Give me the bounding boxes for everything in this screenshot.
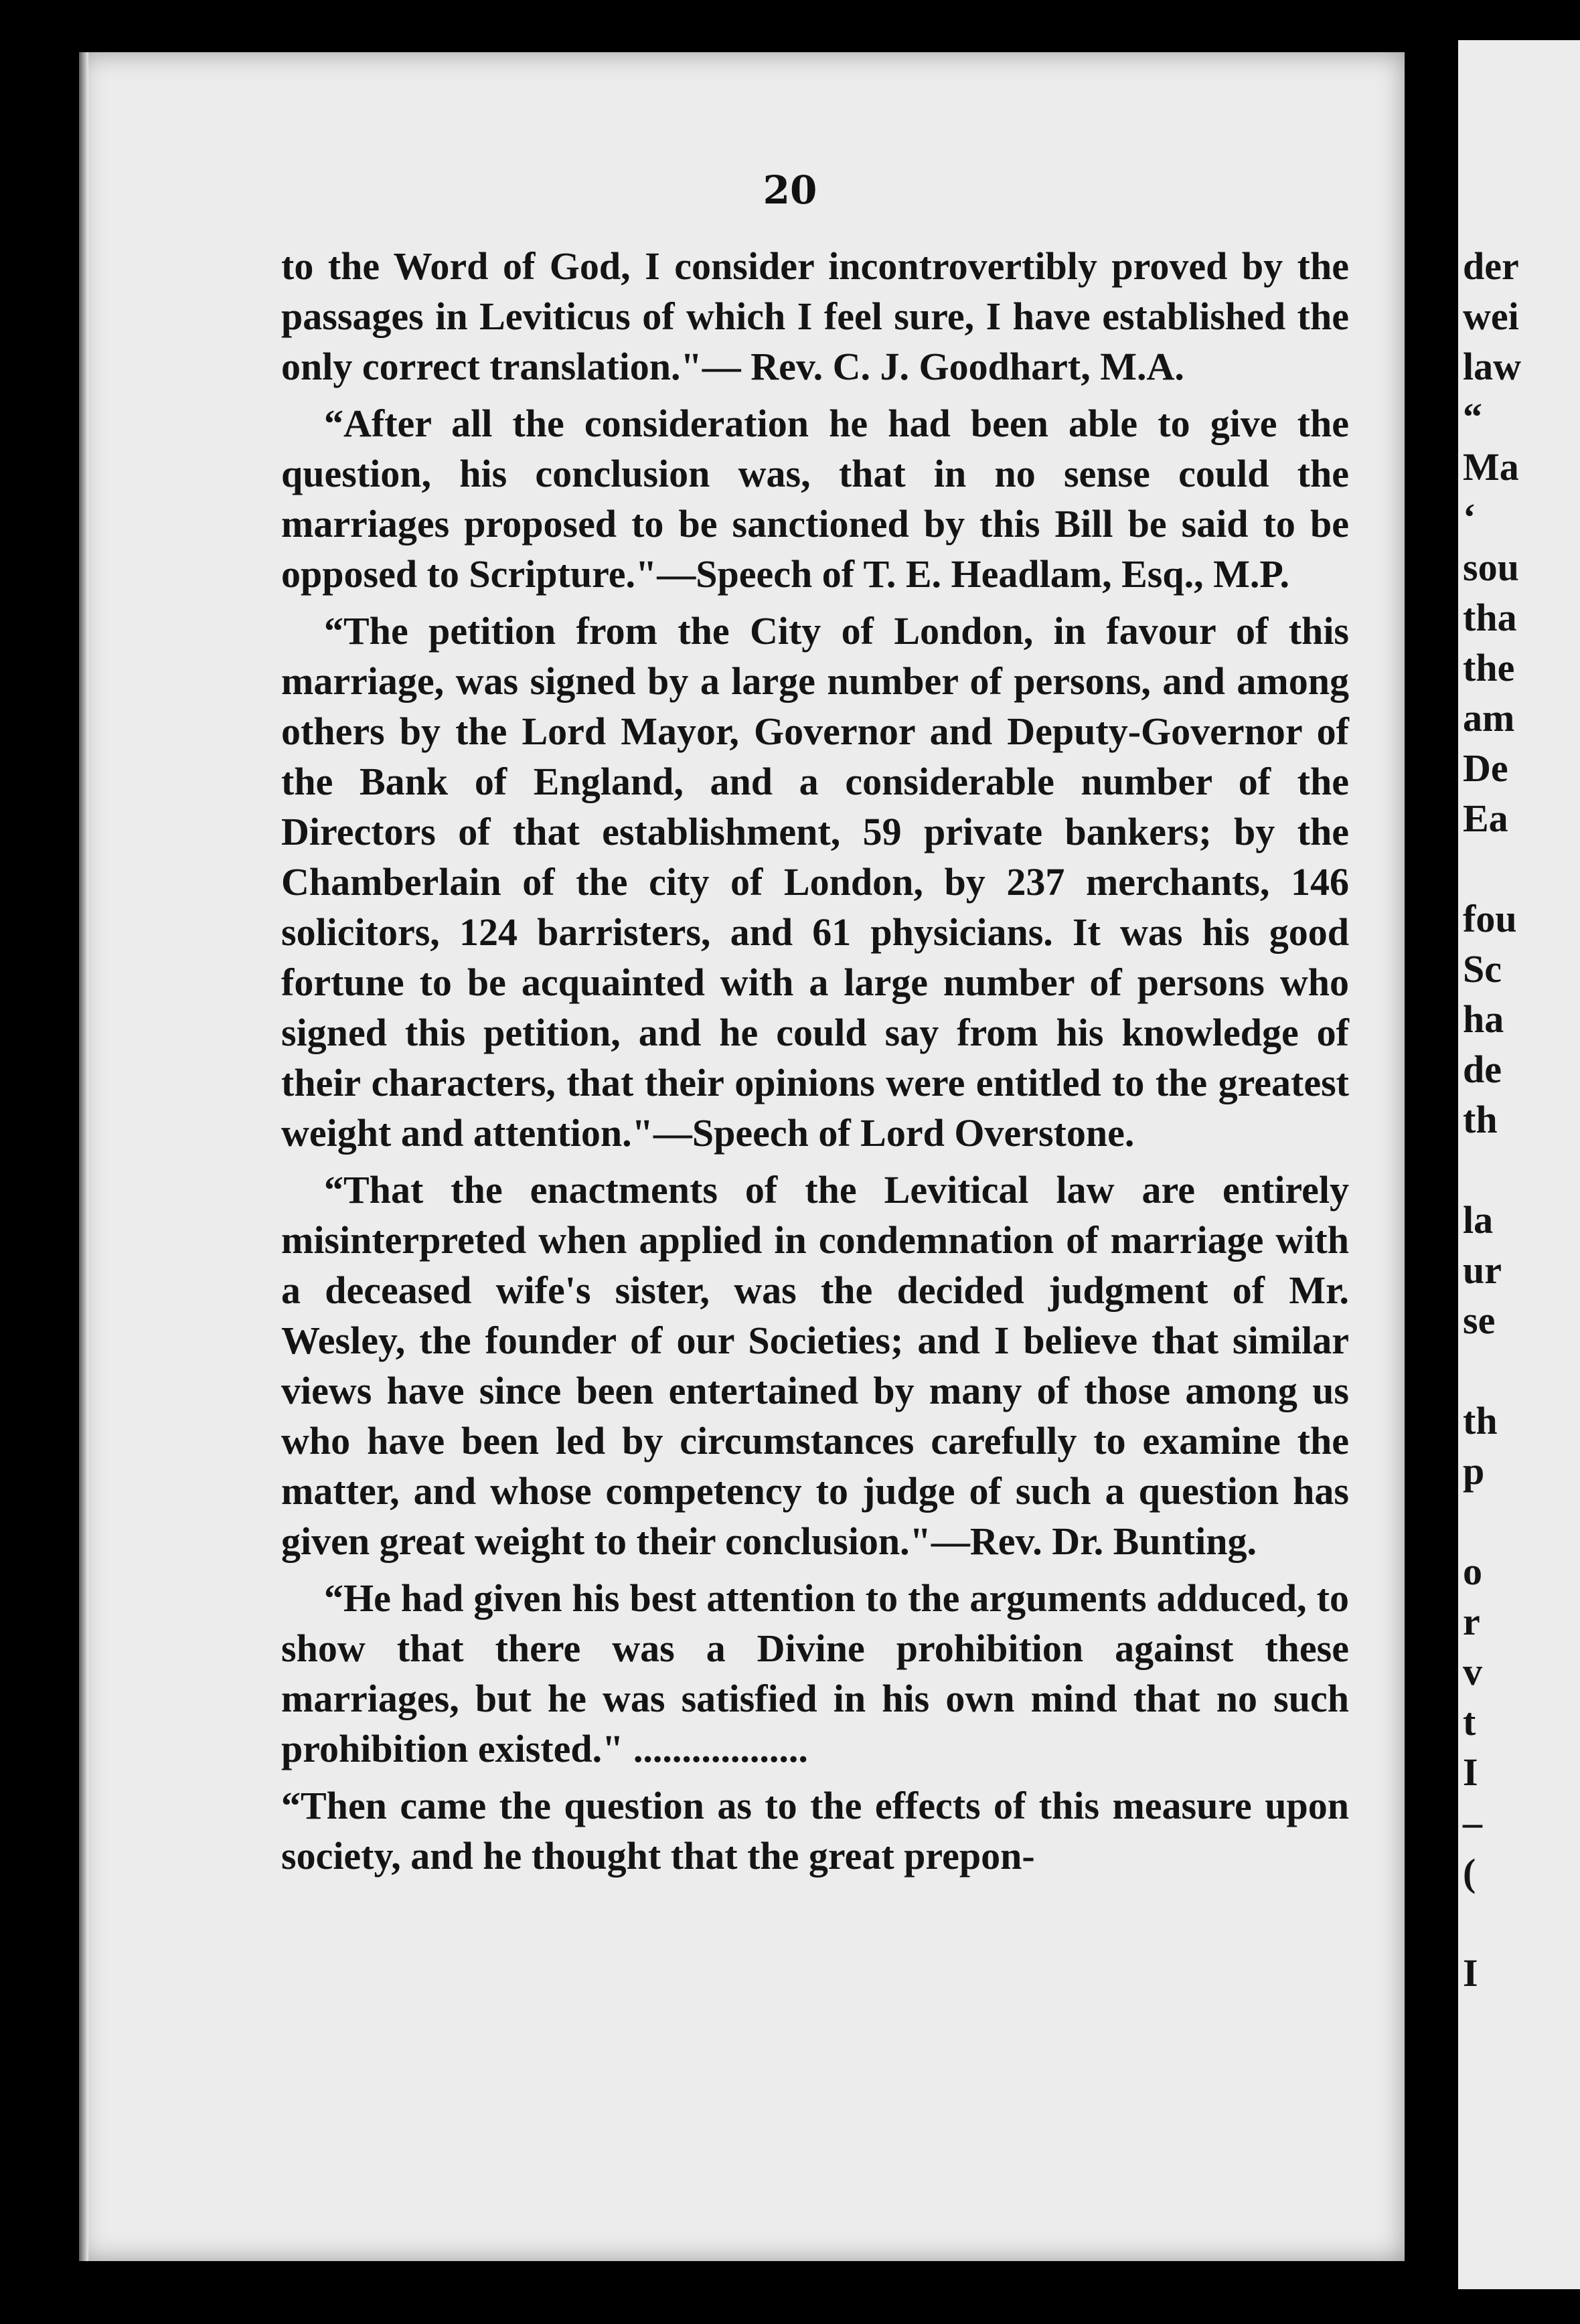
right-page-text-fragments <box>1463 241 1580 1998</box>
body-text <box>281 241 1349 1888</box>
right-page-line-fragment: I <box>1463 1750 1478 1794</box>
right-page-line-fragment: Sc <box>1463 947 1502 991</box>
paragraph: “Then came the question as to the effects of this measure upon society, and he thought that the great prepon- <box>281 1784 1349 1878</box>
right-page-line-fragment <box>1463 1496 1580 1546</box>
right-page-line-fragment: Ma <box>1463 445 1519 489</box>
right-page-line-fragment: der <box>1463 244 1519 288</box>
right-page-line-fragment: th <box>1463 1399 1498 1442</box>
right-page-line-fragment: De <box>1463 746 1508 790</box>
right-page-line-fragment: la <box>1463 1198 1494 1242</box>
right-page-line-fragment: ‘ <box>1463 495 1476 539</box>
right-page-line-fragment <box>1463 1345 1580 1396</box>
right-page-line-fragment: “ <box>1463 395 1482 438</box>
right-page-line-fragment: r <box>1463 1600 1480 1643</box>
right-page-line-fragment: ur <box>1463 1248 1502 1292</box>
paragraph: “The petition from the City of London, in favour of this marriage, was signed by a large number of persons, and among others by the Lord Mayor, Governor and Deputy-Governor of the Bank of England, and a considerable number of the Directors of that establishment, 59 private bankers; by the Chamberlain of the city of London, by 237 merchants, 146 solicitors, 124 barristers, and 61 physicians. It was his good fortune to be acquainted with a large number of persons who signed this petition, and he could say from his knowledge of their characters, that their opinions were entitled to the greatest weight and attention."—Speech of Lord Overstone. <box>281 609 1349 1155</box>
right-page-line-fragment: the <box>1463 646 1515 689</box>
right-page-line-fragment <box>1463 843 1580 894</box>
right-page-line-fragment: am <box>1463 696 1515 740</box>
right-page-line-fragment: law <box>1463 345 1521 388</box>
right-page-line-fragment: se <box>1463 1299 1496 1342</box>
paragraph: to the Word of God, I consider incontrovertibly proved by the passages in Leviticus of which I feel sure, I have established the only correct translation."— Rev. C. J. Goodhart, M.A. <box>281 244 1349 388</box>
paragraph: “That the enactments of the Levitical law are entirely misinterpreted when applied in condemnation of marriage with a deceased wife's sister, was the decided judgment of Mr. Wesley, the founder of our Societies; and I believe that similar views have since been entertained by many of those among us who have been led by circumstances carefully to examine the matter, and whose competency to judge of such a question has given great weight to their conclusion."—Rev. Dr. Bunting. <box>281 1168 1349 1563</box>
right-page-line-fragment: ( <box>1463 1851 1476 1894</box>
right-page-line-fragment: t <box>1463 1700 1476 1744</box>
right-page-line-fragment: sou <box>1463 546 1519 589</box>
paragraph: “He had given his best attention to the arguments adduced, to show that there was a Divine prohibition against these marriages, but he was satisfied in his own mind that no such prohibition existed." .................. <box>281 1576 1349 1770</box>
page-gutter <box>1405 27 1458 2303</box>
right-page-line-fragment: tha <box>1463 596 1517 639</box>
right-page-line-fragment: fou <box>1463 897 1517 940</box>
right-page-line-fragment: v <box>1463 1650 1482 1693</box>
right-page-line-fragment: o <box>1463 1550 1482 1593</box>
right-page-line-fragment <box>1463 1145 1580 1195</box>
right-page-line-fragment: I <box>1463 1951 1478 1995</box>
right-page-line-fragment: th <box>1463 1098 1498 1141</box>
right-page-line-fragment: – <box>1463 1801 1482 1844</box>
right-page-line-fragment: de <box>1463 1048 1502 1091</box>
right-page-line-fragment: ha <box>1463 997 1504 1041</box>
paragraph: “After all the consideration he had been able to give the question, his conclusion was, that in no sense could the marriages proposed to be sanctioned by this Bill be said to be opposed to Scripture."—Speech of T. E. Headlam, Esq., M.P. <box>281 402 1349 596</box>
right-page-line-fragment: Ea <box>1463 797 1508 840</box>
page-number: 20 <box>763 167 817 213</box>
right-page-line-fragment: p <box>1463 1449 1485 1493</box>
right-page-line-fragment <box>1463 1898 1580 1948</box>
right-page-line-fragment: wei <box>1463 295 1519 338</box>
